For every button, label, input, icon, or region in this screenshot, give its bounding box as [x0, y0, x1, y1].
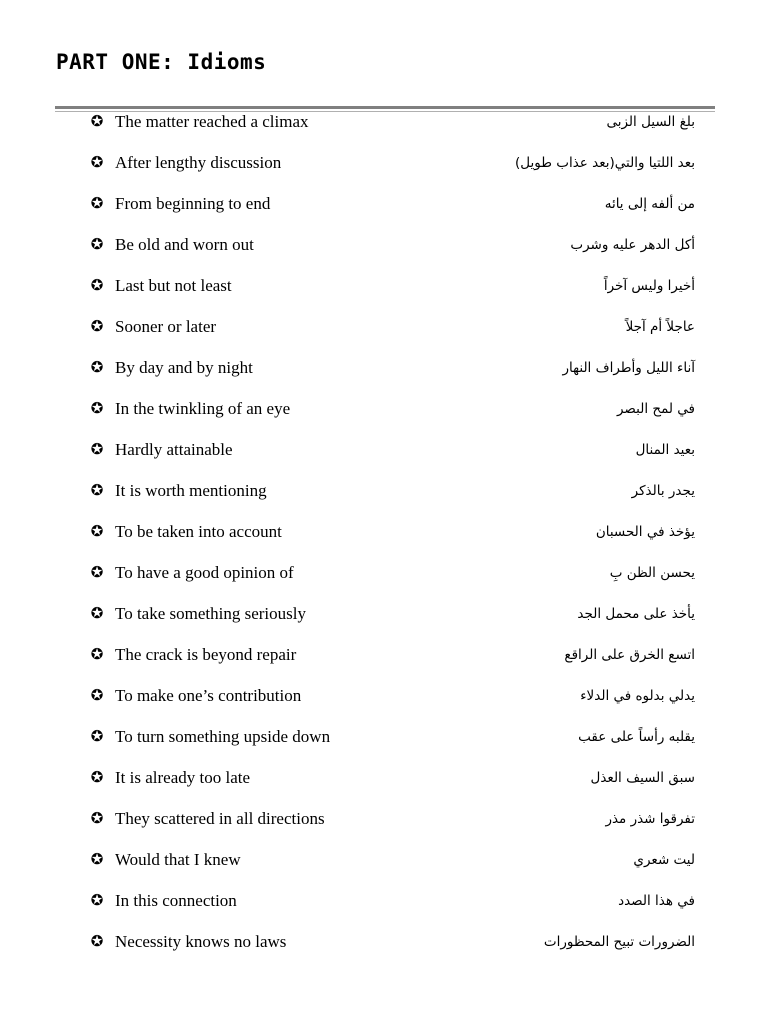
star-in-circle-icon: ✪ — [90, 604, 104, 622]
idiom-arabic: يدلي بدلوه في الدلاء — [580, 688, 695, 704]
idiom-english: To turn something upside down — [115, 727, 331, 746]
star-in-circle-icon: ✪ — [90, 850, 104, 868]
idiom-row — [0, 481, 768, 522]
idiom-english: Hardly attainable — [115, 440, 233, 459]
idiom-english: The crack is beyond repair — [115, 645, 297, 664]
idiom-english: In the twinkling of an eye — [115, 399, 291, 418]
star-in-circle-icon: ✪ — [90, 645, 104, 663]
star-in-circle-icon: ✪ — [90, 440, 104, 458]
idiom-row — [0, 194, 768, 235]
idiom-row — [0, 399, 768, 440]
idiom-row — [0, 563, 768, 604]
idiom-english: Necessity knows no laws — [115, 932, 287, 951]
idiom-arabic: يحسن الظن بِ — [609, 565, 695, 581]
idiom-english: Last but not least — [115, 276, 232, 295]
idiom-arabic: تفرقوا شذر مذر — [605, 811, 695, 827]
idiom-arabic: سبق السيف العذل — [590, 770, 695, 786]
idiom-row — [0, 440, 768, 481]
idiom-english: To be taken into account — [115, 522, 282, 541]
idiom-english: They scattered in all directions — [115, 809, 325, 828]
idiom-arabic: عاجلاً أم آجلاً — [625, 319, 695, 335]
idiom-english: Sooner or later — [115, 317, 217, 336]
idiom-english: By day and by night — [115, 358, 253, 377]
idiom-row — [0, 932, 768, 973]
idiom-english: From beginning to end — [115, 194, 271, 213]
star-in-circle-icon: ✪ — [90, 686, 104, 704]
idiom-arabic: يجدر بالذكر — [631, 483, 695, 499]
idiom-arabic: بلغ السيل الزبى — [606, 114, 695, 130]
idiom-english: To have a good opinion of — [115, 563, 294, 582]
idiom-english: Would that I knew — [115, 850, 241, 869]
idiom-row — [0, 891, 768, 932]
idiom-arabic: يأخذ على محمل الجد — [577, 606, 695, 622]
idiom-arabic: ليت شعري — [633, 852, 695, 868]
idiom-english: After lengthy discussion — [115, 153, 282, 172]
idiom-english: Be old and worn out — [115, 235, 254, 254]
idiom-list — [0, 112, 768, 973]
idiom-arabic: بعد اللتيا والتي(بعد عذاب طويل) — [514, 155, 695, 171]
star-in-circle-icon: ✪ — [90, 276, 104, 294]
star-in-circle-icon: ✪ — [90, 891, 104, 909]
idiom-english: The matter reached a climax — [115, 112, 309, 131]
idiom-english: It is worth mentioning — [115, 481, 267, 500]
header-divider — [55, 106, 715, 109]
idiom-english: It is already too late — [115, 768, 251, 787]
idiom-row — [0, 235, 768, 276]
idiom-arabic: من ألفه إلى يائه — [604, 196, 695, 212]
star-in-circle-icon: ✪ — [90, 358, 104, 376]
idiom-row — [0, 727, 768, 768]
star-in-circle-icon: ✪ — [90, 727, 104, 745]
idiom-arabic: الضرورات تبيح المحظورات — [543, 934, 695, 950]
idiom-row — [0, 645, 768, 686]
idiom-row — [0, 604, 768, 645]
idiom-english: To make one’s contribution — [115, 686, 302, 705]
star-in-circle-icon: ✪ — [90, 194, 104, 212]
idiom-row — [0, 276, 768, 317]
idiom-english: In this connection — [115, 891, 237, 910]
idiom-arabic: أكل الدهر عليه وشرب — [570, 237, 695, 253]
idiom-row — [0, 317, 768, 358]
idiom-arabic: آناء الليل وأطراف النهار — [562, 360, 695, 376]
star-in-circle-icon: ✪ — [90, 235, 104, 253]
idiom-arabic: في لمح البصر — [616, 401, 695, 417]
idiom-arabic: يؤخذ في الحسبان — [595, 524, 695, 540]
star-in-circle-icon: ✪ — [90, 399, 104, 417]
star-in-circle-icon: ✪ — [90, 522, 104, 540]
star-in-circle-icon: ✪ — [90, 768, 104, 786]
star-in-circle-icon: ✪ — [90, 317, 104, 335]
star-in-circle-icon: ✪ — [90, 153, 104, 171]
idiom-english: To take something seriously — [115, 604, 306, 623]
idiom-arabic: بعيد المنال — [635, 442, 695, 458]
page-title: PART ONE: Idioms — [56, 50, 267, 74]
idiom-row — [0, 522, 768, 563]
idiom-arabic: في هذا الصدد — [618, 893, 695, 909]
idiom-row — [0, 768, 768, 809]
star-in-circle-icon: ✪ — [90, 563, 104, 581]
idiom-row — [0, 809, 768, 850]
idiom-arabic: اتسع الخرق على الراقع — [564, 647, 695, 663]
idiom-row — [0, 153, 768, 194]
idiom-arabic: أخيرا وليس آخراً — [603, 278, 695, 294]
idiom-arabic: يقلبه رأساً على عقب — [578, 729, 695, 745]
star-in-circle-icon: ✪ — [90, 481, 104, 499]
star-in-circle-icon: ✪ — [90, 112, 104, 130]
star-in-circle-icon: ✪ — [90, 932, 104, 950]
idiom-row — [0, 112, 768, 153]
idiom-row — [0, 358, 768, 399]
idiom-row — [0, 850, 768, 891]
idiom-row — [0, 686, 768, 727]
star-in-circle-icon: ✪ — [90, 809, 104, 827]
